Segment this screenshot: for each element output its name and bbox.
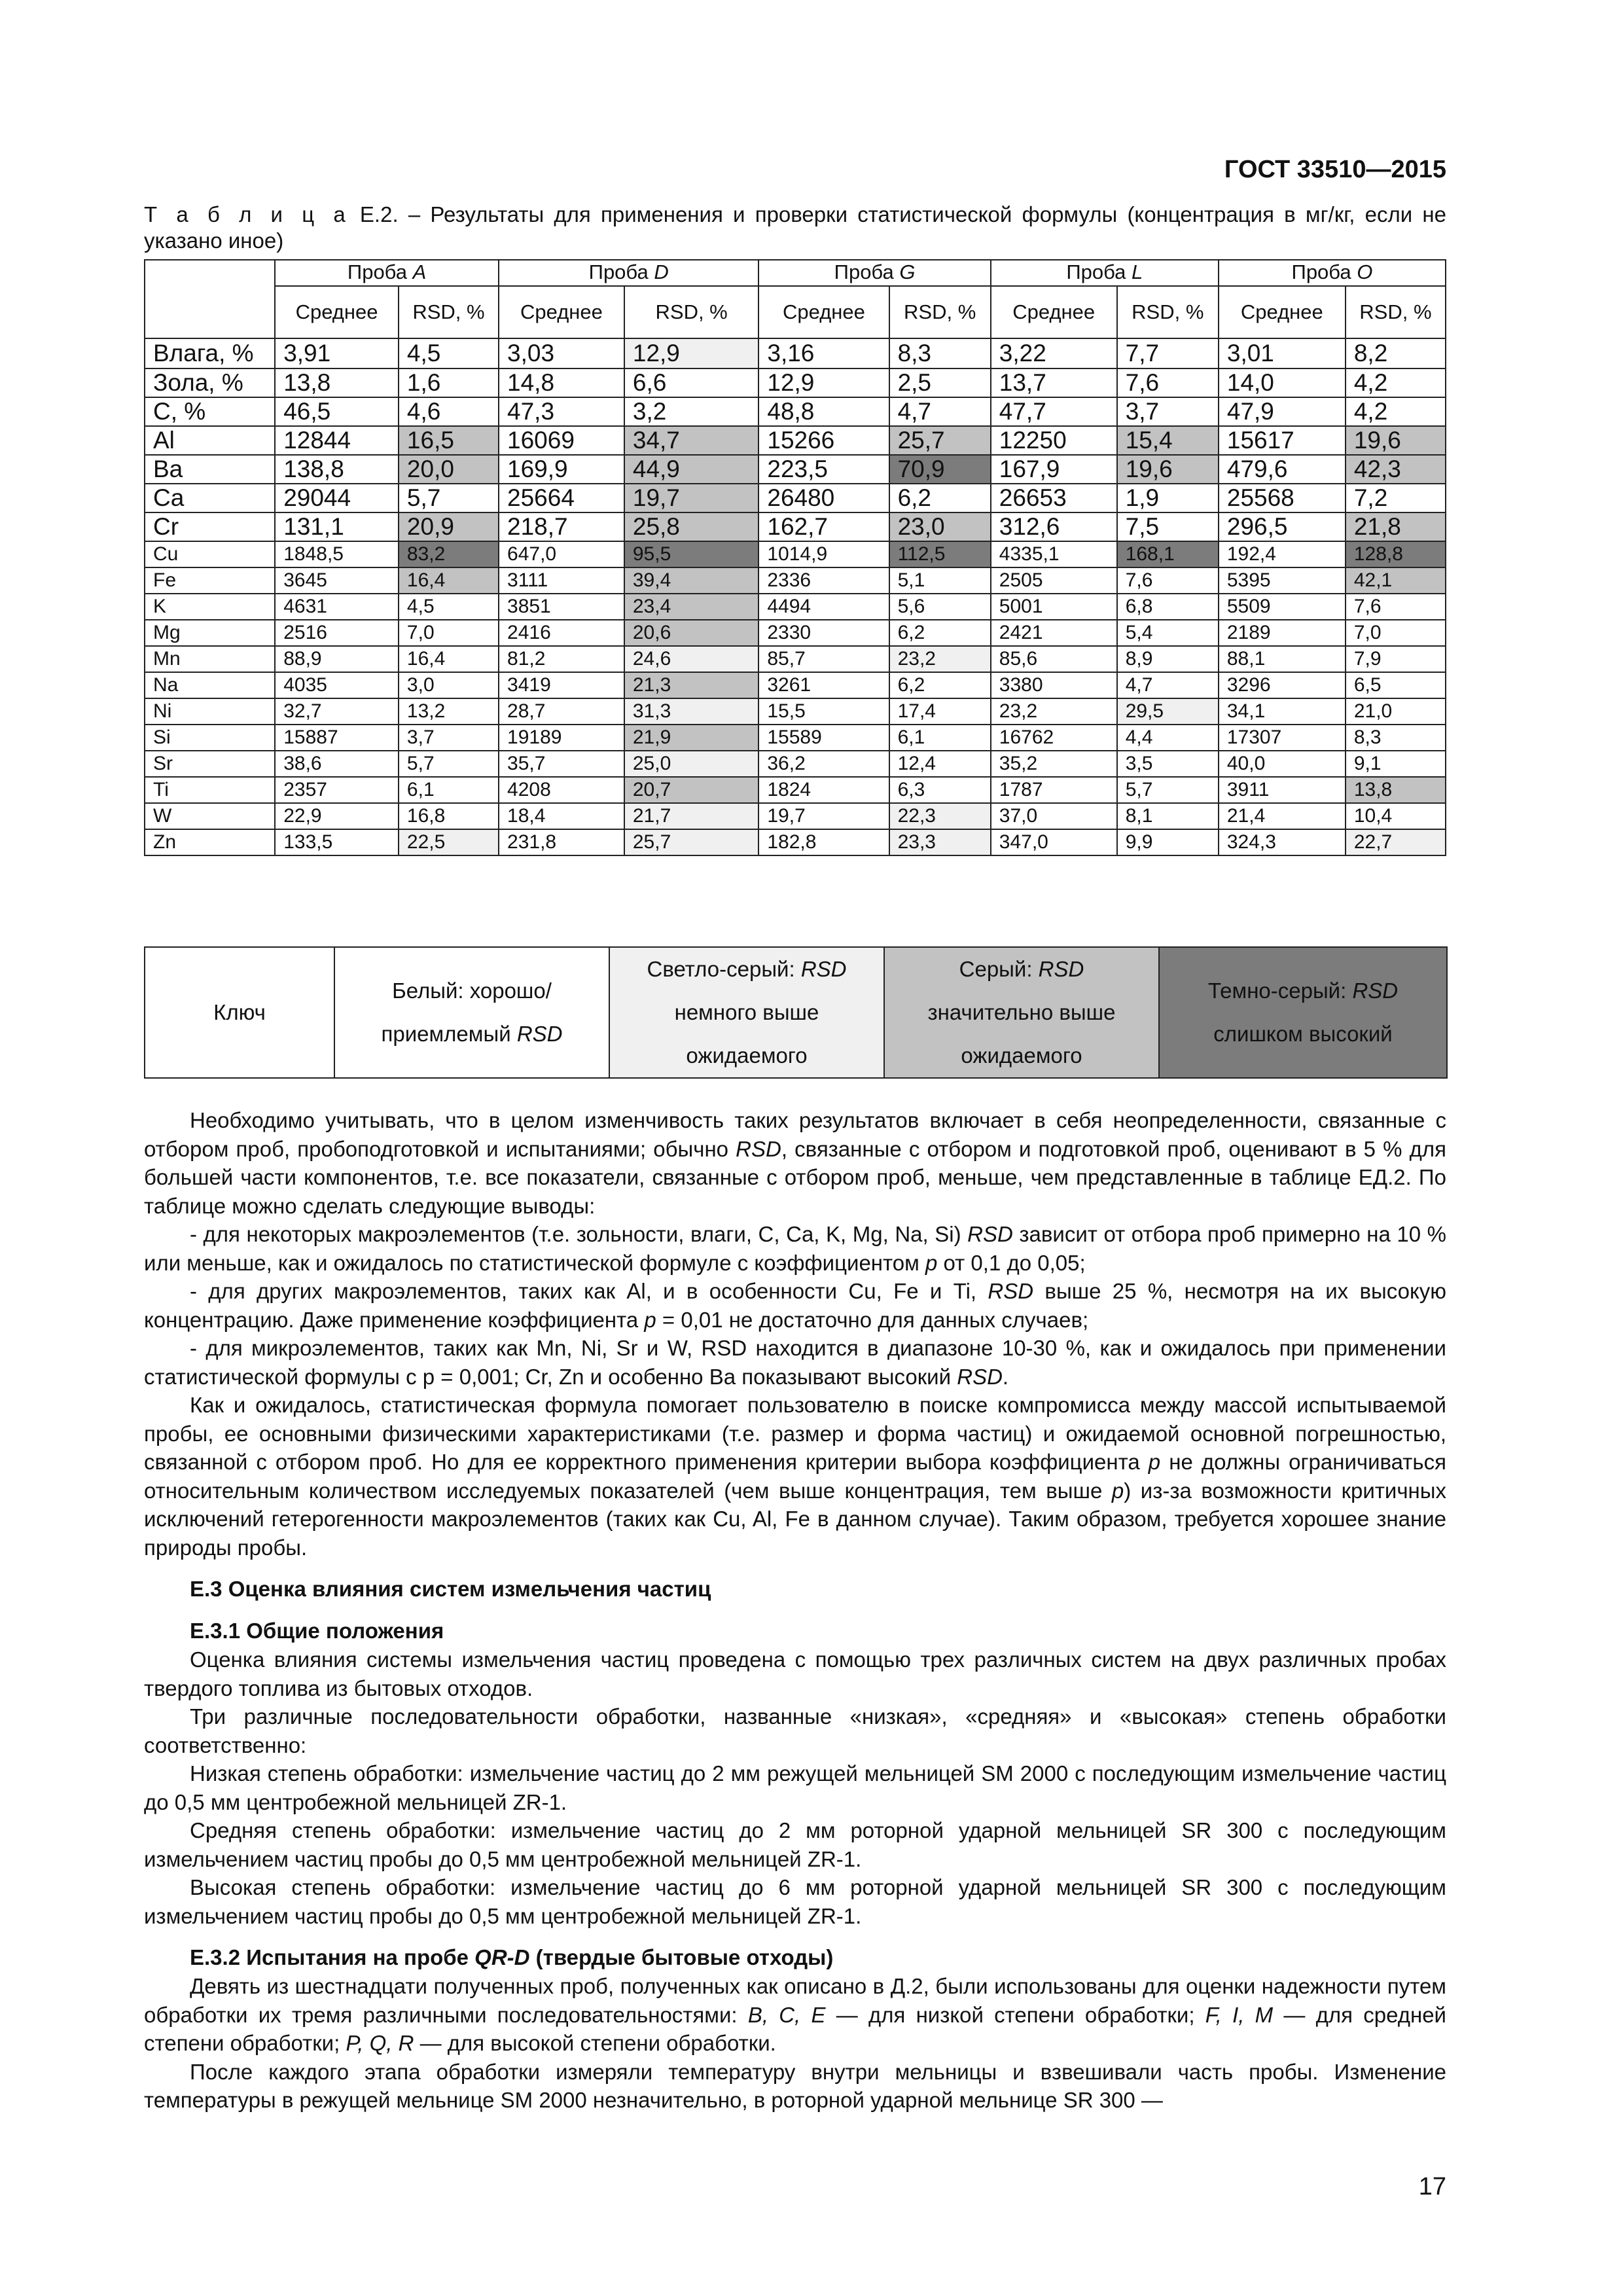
rsd-cell: 1,6: [399, 368, 499, 397]
mean-cell: 34,1: [1219, 698, 1346, 725]
mean-cell: 47,9: [1219, 397, 1346, 426]
rsd-cell: 3,5: [1117, 751, 1219, 777]
caption-prefix: Т а б л и ц а: [144, 202, 350, 226]
table-caption: [144, 202, 1446, 254]
row-label: C, %: [145, 397, 275, 426]
mean-cell: 3,91: [275, 338, 399, 368]
mean-cell: 192,4: [1219, 541, 1346, 567]
mean-cell: 138,8: [275, 455, 399, 484]
mean-cell: 1848,5: [275, 541, 399, 567]
mean-cell: 312,6: [991, 512, 1117, 541]
rsd-cell: 39,4: [624, 567, 759, 594]
table-row: [145, 803, 1446, 829]
mean-cell: 1824: [758, 777, 889, 803]
mean-cell: 15887: [275, 725, 399, 751]
rsd-cell: 6,2: [889, 672, 991, 698]
rsd-cell: 6,5: [1346, 672, 1446, 698]
mean-cell: 4208: [499, 777, 624, 803]
rsd-cell: 9,1: [1346, 751, 1446, 777]
mean-cell: 19,7: [758, 803, 889, 829]
mean-cell: 14,8: [499, 368, 624, 397]
mean-cell: 25664: [499, 484, 624, 512]
sample-header: Проба L: [991, 260, 1219, 286]
paragraph: Низкая степень обработки: измельчение частиц до 2 мм режущей мельницей SM 2000 с последующим измельчение частиц до 0,5 мм центробежной мельницей ZR-1.: [144, 1761, 1446, 1814]
rsd-cell: 1,9: [1117, 484, 1219, 512]
mean-cell: 88,1: [1219, 646, 1346, 672]
rsd-cell: 25,7: [889, 426, 991, 455]
mean-cell: 47,7: [991, 397, 1117, 426]
rsd-cell: 22,3: [889, 803, 991, 829]
mean-cell: 3,16: [758, 338, 889, 368]
rsd-cell: 13,8: [1346, 777, 1446, 803]
col-rsd-header: RSD, %: [1346, 286, 1446, 338]
col-rsd-header: RSD, %: [399, 286, 499, 338]
rsd-cell: 16,8: [399, 803, 499, 829]
paragraph: Необходимо учитывать, что в целом изменчивость таких результатов включает в себя неопределенности, связанные с отбором проб, пробоподготовкой и испытаниями; обычно RSD, связанные с отбором и подготовкой проб, оценивают в 5 % для большей части компонентов, т.е. все показатели, связанные с отбором проб, меньше, чем представленные в таблице ЕД.2. По таблице можно сделать следующие выводы:: [144, 1108, 1447, 1218]
mean-cell: 3261: [758, 672, 889, 698]
mean-cell: 218,7: [499, 512, 624, 541]
mean-cell: 19189: [499, 725, 624, 751]
rsd-cell: 8,1: [1117, 803, 1219, 829]
mean-cell: 347,0: [991, 829, 1117, 855]
mean-cell: 3851: [499, 594, 624, 620]
row-label: Ni: [145, 698, 275, 725]
mean-cell: 13,7: [991, 368, 1117, 397]
rsd-cell: 6,3: [889, 777, 991, 803]
rsd-cell: 19,7: [624, 484, 759, 512]
mean-cell: 4335,1: [991, 541, 1117, 567]
row-label: Zn: [145, 829, 275, 855]
rsd-cell: 16,4: [399, 646, 499, 672]
paragraph: Высокая степень обработки: измельчение частиц до 6 мм роторной ударной мельницей SR 300 с последующим измельчением частиц пробы до 0,5 мм центробежной мельницей ZR-1.: [144, 1875, 1446, 1928]
row-label: Cr: [145, 512, 275, 541]
sample-header: Проба O: [1219, 260, 1446, 286]
col-mean-header: Среднее: [991, 286, 1117, 338]
key-white: Белый: хорошо/ приемлемый RSD: [334, 947, 609, 1078]
key-light-grey: Светло-серый: RSD немного выше ожидаемого: [609, 947, 884, 1078]
mean-cell: 46,5: [275, 397, 399, 426]
rsd-cell: 20,0: [399, 455, 499, 484]
mean-cell: 3111: [499, 567, 624, 594]
rsd-cell: 22,5: [399, 829, 499, 855]
rsd-cell: 10,4: [1346, 803, 1446, 829]
mean-cell: 47,3: [499, 397, 624, 426]
mean-cell: 81,2: [499, 646, 624, 672]
rsd-cell: 19,6: [1346, 426, 1446, 455]
rsd-cell: 6,2: [889, 484, 991, 512]
mean-cell: 25568: [1219, 484, 1346, 512]
table-row: [145, 512, 1446, 541]
mean-cell: 1787: [991, 777, 1117, 803]
rsd-cell: 3,7: [1117, 397, 1219, 426]
key-grey: Серый: RSD значительно выше ожидаемого: [884, 947, 1159, 1078]
section-heading-e31: Е.3.1 Общие положения: [190, 1619, 444, 1643]
rsd-cell: 83,2: [399, 541, 499, 567]
mean-cell: 15,5: [758, 698, 889, 725]
rsd-cell: 31,3: [624, 698, 759, 725]
rsd-cell: 21,3: [624, 672, 759, 698]
rsd-cell: 12,4: [889, 751, 991, 777]
rsd-cell: 7,6: [1117, 368, 1219, 397]
row-label: Ti: [145, 777, 275, 803]
rsd-cell: 23,0: [889, 512, 991, 541]
mean-cell: 15266: [758, 426, 889, 455]
table-row: [145, 672, 1446, 698]
row-label: Mn: [145, 646, 275, 672]
rsd-cell: 8,2: [1346, 338, 1446, 368]
mean-cell: 2516: [275, 620, 399, 646]
rsd-cell: 6,1: [399, 777, 499, 803]
rsd-cell: 16,5: [399, 426, 499, 455]
rsd-cell: 7,0: [399, 620, 499, 646]
table-row: [145, 567, 1446, 594]
mean-cell: 29044: [275, 484, 399, 512]
rsd-cell: 44,9: [624, 455, 759, 484]
rsd-cell: 112,5: [889, 541, 991, 567]
table-row: [145, 646, 1446, 672]
table-row: [145, 426, 1446, 455]
mean-cell: 22,9: [275, 803, 399, 829]
paragraph: После каждого этапа обработки измеряли температуру внутри мельницы и взвешивали часть пробы. Изменение температуры в режущей мельнице SM 2000 незначительно, в роторной ударной мельнице SR 300 —: [144, 2059, 1446, 2112]
key-dark-grey: Темно-серый: RSD слишком высокий: [1159, 947, 1447, 1078]
mean-cell: 21,4: [1219, 803, 1346, 829]
mean-cell: 16069: [499, 426, 624, 455]
rsd-cell: 4,5: [399, 594, 499, 620]
mean-cell: 15589: [758, 725, 889, 751]
key-title: Ключ: [145, 947, 334, 1078]
mean-cell: 3,22: [991, 338, 1117, 368]
mean-cell: 1014,9: [758, 541, 889, 567]
table-row: [145, 338, 1446, 368]
rsd-cell: 6,2: [889, 620, 991, 646]
row-label: Na: [145, 672, 275, 698]
mean-cell: 2421: [991, 620, 1117, 646]
rsd-cell: 7,7: [1117, 338, 1219, 368]
row-label: Mg: [145, 620, 275, 646]
mean-cell: 131,1: [275, 512, 399, 541]
rsd-cell: 5,1: [889, 567, 991, 594]
rsd-cell: 7,0: [1346, 620, 1446, 646]
table-row: [145, 541, 1446, 567]
paragraph: Три различные последовательности обработки, названные «низкая», «средняя» и «высокая» степень обработки соответственно:: [144, 1704, 1446, 1757]
rsd-cell: 21,7: [624, 803, 759, 829]
row-label: W: [145, 803, 275, 829]
rsd-cell: 2,5: [889, 368, 991, 397]
col-rsd-header: RSD, %: [1117, 286, 1219, 338]
mean-cell: 16762: [991, 725, 1117, 751]
mean-cell: 32,7: [275, 698, 399, 725]
rsd-cell: 8,3: [1346, 725, 1446, 751]
mean-cell: 2330: [758, 620, 889, 646]
paragraph: - для микроэлементов, таких как Mn, Ni, Sr и W, RSD находится в диапазоне 10-30 %, как и ожидалось при применении статистической формулы с p = 0,001; Cr, Zn и особенно Ba показывают высокий RSD.: [144, 1336, 1446, 1389]
rsd-cell: 25,0: [624, 751, 759, 777]
mean-cell: 169,9: [499, 455, 624, 484]
rsd-cell: 6,6: [624, 368, 759, 397]
mean-cell: 3419: [499, 672, 624, 698]
mean-cell: 231,8: [499, 829, 624, 855]
table-row: [145, 620, 1446, 646]
mean-cell: 35,2: [991, 751, 1117, 777]
paragraph: - для некоторых макроэлементов (т.е. зольности, влаги, C, Ca, K, Mg, Na, Si) RSD зависит от отбора проб примерно на 10 % или меньше, как и ожидалось по статистической формуле с коэффициентом p от 0,1 до 0,05;: [144, 1222, 1446, 1275]
row-label: Ba: [145, 455, 275, 484]
mean-cell: 2416: [499, 620, 624, 646]
rsd-cell: 7,9: [1346, 646, 1446, 672]
rsd-cell: 5,7: [1117, 777, 1219, 803]
table-row: [145, 368, 1446, 397]
col-mean-header: Среднее: [499, 286, 624, 338]
rsd-cell: 4,2: [1346, 397, 1446, 426]
caption-text: Е.2. – Результаты для применения и проверки статистической формулы (концентрация в мг/кг, если не указано иное): [144, 202, 1446, 253]
mean-cell: 40,0: [1219, 751, 1346, 777]
mean-cell: 162,7: [758, 512, 889, 541]
rsd-cell: 25,7: [624, 829, 759, 855]
rsd-cell: 4,7: [1117, 672, 1219, 698]
rsd-cell: 7,6: [1117, 567, 1219, 594]
rsd-cell: 21,9: [624, 725, 759, 751]
rsd-cell: 9,9: [1117, 829, 1219, 855]
paragraph: - для других макроэлементов, таких как Al, и в особенности Cu, Fe и Ti, RSD выше 25 %, несмотря на их высокую концентрацию. Даже применение коэффициента p = 0,01 не достаточно для данных случаев;: [144, 1279, 1446, 1332]
mean-cell: 3911: [1219, 777, 1346, 803]
rsd-cell: 6,8: [1117, 594, 1219, 620]
table-row: [145, 829, 1446, 855]
rsd-cell: 20,9: [399, 512, 499, 541]
mean-cell: 48,8: [758, 397, 889, 426]
table-row: [145, 777, 1446, 803]
rsd-cell: 16,4: [399, 567, 499, 594]
row-label: Влага, %: [145, 338, 275, 368]
rsd-cell: 3,2: [624, 397, 759, 426]
table-body: [145, 338, 1446, 855]
table-row: [145, 751, 1446, 777]
row-label: Ca: [145, 484, 275, 512]
rsd-cell: 17,4: [889, 698, 991, 725]
rsd-cell: 4,7: [889, 397, 991, 426]
mean-cell: 35,7: [499, 751, 624, 777]
mean-cell: 167,9: [991, 455, 1117, 484]
rsd-cell: 5,7: [399, 484, 499, 512]
results-table: [144, 259, 1446, 856]
rsd-cell: 15,4: [1117, 426, 1219, 455]
col-mean-header: Среднее: [758, 286, 889, 338]
rsd-cell: 13,2: [399, 698, 499, 725]
rsd-cell: 6,1: [889, 725, 991, 751]
rsd-cell: 128,8: [1346, 541, 1446, 567]
mean-cell: 2189: [1219, 620, 1346, 646]
mean-cell: 3296: [1219, 672, 1346, 698]
mean-cell: 223,5: [758, 455, 889, 484]
rsd-cell: 70,9: [889, 455, 991, 484]
mean-cell: 85,7: [758, 646, 889, 672]
mean-cell: 2357: [275, 777, 399, 803]
table-row: [145, 725, 1446, 751]
corner-cell: [145, 260, 275, 338]
mean-cell: 5395: [1219, 567, 1346, 594]
row-label: Al: [145, 426, 275, 455]
rsd-cell: 4,4: [1117, 725, 1219, 751]
mean-cell: 38,6: [275, 751, 399, 777]
rsd-cell: 8,9: [1117, 646, 1219, 672]
mean-cell: 23,2: [991, 698, 1117, 725]
mean-cell: 14,0: [1219, 368, 1346, 397]
rsd-cell: 23,3: [889, 829, 991, 855]
mean-cell: 26480: [758, 484, 889, 512]
mean-cell: 85,6: [991, 646, 1117, 672]
col-rsd-header: RSD, %: [889, 286, 991, 338]
mean-cell: 5001: [991, 594, 1117, 620]
paragraph: Средняя степень обработки: измельчение частиц до 2 мм роторной ударной мельницей SR 300 с последующим измельчением частиц пробы до 0,5 мм центробежной мельницей ZR-1.: [144, 1818, 1446, 1871]
rsd-cell: 12,9: [624, 338, 759, 368]
rsd-cell: 168,1: [1117, 541, 1219, 567]
rsd-cell: 23,2: [889, 646, 991, 672]
col-mean-header: Среднее: [1219, 286, 1346, 338]
rsd-cell: 8,3: [889, 338, 991, 368]
rsd-cell: 3,0: [399, 672, 499, 698]
rsd-cell: 7,5: [1117, 512, 1219, 541]
mean-cell: 13,8: [275, 368, 399, 397]
row-label: Fe: [145, 567, 275, 594]
paragraph: Как и ожидалось, статистическая формула помогает пользователю в поиске компромисса между массой испытываемой пробы, ее основными физическими характеристиками (т.е. размер и форма частиц) и ожидаемой основной погрешностью, связанной с отбором проб. Но для ее корректного применения критерии выбора коэффициента p не должны ограничиваться относительным количеством исследуемых показателей (чем выше концентрация, тем выше p) из-за возможности критичных исключений гетерогенности макроэлементов (таких как Cu, Al, Fe в данном случае). Таким образом, требуется хорошее знание природы пробы.: [144, 1393, 1447, 1560]
mean-cell: 182,8: [758, 829, 889, 855]
mean-cell: 88,9: [275, 646, 399, 672]
rsd-cell: 23,4: [624, 594, 759, 620]
mean-cell: 12844: [275, 426, 399, 455]
body-text: [144, 1106, 1446, 2115]
rsd-cell: 5,6: [889, 594, 991, 620]
rsd-cell: 20,6: [624, 620, 759, 646]
mean-cell: 479,6: [1219, 455, 1346, 484]
page-number: 17: [1418, 2173, 1446, 2200]
paragraph: Девять из шестнадцати полученных проб, полученных как описано в Д.2, были использованы для оценки надежности путем обработки их тремя различными последовательностями: B, C, E — для низкой степени обработки; F, I, M — для средней степени обработки; P, Q, R — для высокой степени обработки.: [144, 1974, 1446, 2055]
rsd-cell: 21,8: [1346, 512, 1446, 541]
rsd-cell: 24,6: [624, 646, 759, 672]
mean-cell: 5509: [1219, 594, 1346, 620]
mean-cell: 3380: [991, 672, 1117, 698]
rsd-cell: 25,8: [624, 512, 759, 541]
rsd-cell: 5,4: [1117, 620, 1219, 646]
mean-cell: 4631: [275, 594, 399, 620]
row-label: Si: [145, 725, 275, 751]
mean-cell: 4035: [275, 672, 399, 698]
table-row: [145, 698, 1446, 725]
rsd-cell: 20,7: [624, 777, 759, 803]
rsd-cell: 7,6: [1346, 594, 1446, 620]
mean-cell: 3,01: [1219, 338, 1346, 368]
rsd-cell: 95,5: [624, 541, 759, 567]
sample-header: Проба G: [758, 260, 990, 286]
rsd-cell: 22,7: [1346, 829, 1446, 855]
row-label: Sr: [145, 751, 275, 777]
rsd-cell: 4,2: [1346, 368, 1446, 397]
sample-header: Проба A: [275, 260, 499, 286]
mean-cell: 15617: [1219, 426, 1346, 455]
rsd-cell: 7,2: [1346, 484, 1446, 512]
mean-cell: 12,9: [758, 368, 889, 397]
rsd-cell: 5,7: [399, 751, 499, 777]
rsd-cell: 21,0: [1346, 698, 1446, 725]
rsd-cell: 42,3: [1346, 455, 1446, 484]
row-label: Cu: [145, 541, 275, 567]
table-row: [145, 397, 1446, 426]
mean-cell: 4494: [758, 594, 889, 620]
mean-cell: 17307: [1219, 725, 1346, 751]
section-heading-e32: Е.3.2 Испытания на пробе QR-D (твердые бытовые отходы): [190, 1945, 834, 1969]
mean-cell: 133,5: [275, 829, 399, 855]
mean-cell: 28,7: [499, 698, 624, 725]
rsd-cell: 3,7: [399, 725, 499, 751]
rsd-cell: 19,6: [1117, 455, 1219, 484]
mean-cell: 324,3: [1219, 829, 1346, 855]
color-key-table: [144, 946, 1448, 1079]
mean-cell: 2336: [758, 567, 889, 594]
mean-cell: 36,2: [758, 751, 889, 777]
row-label: K: [145, 594, 275, 620]
col-rsd-header: RSD, %: [624, 286, 759, 338]
mean-cell: 26653: [991, 484, 1117, 512]
paragraph: Оценка влияния системы измельчения частиц проведена с помощью трех различных систем на двух различных пробах твердого топлива из бытовых отходов.: [144, 1647, 1446, 1700]
table-row: [145, 594, 1446, 620]
document-header: ГОСТ 33510—2015: [1224, 156, 1446, 183]
col-mean-header: Среднее: [275, 286, 399, 338]
rsd-cell: 42,1: [1346, 567, 1446, 594]
mean-cell: 12250: [991, 426, 1117, 455]
rsd-cell: 4,5: [399, 338, 499, 368]
mean-cell: 37,0: [991, 803, 1117, 829]
table-row: [145, 455, 1446, 484]
mean-cell: 3,03: [499, 338, 624, 368]
mean-cell: 18,4: [499, 803, 624, 829]
rsd-cell: 4,6: [399, 397, 499, 426]
mean-cell: 3645: [275, 567, 399, 594]
sample-header: Проба D: [499, 260, 758, 286]
section-heading-e3: Е.3 Оценка влияния систем измельчения частиц: [190, 1577, 711, 1601]
mean-cell: 2505: [991, 567, 1117, 594]
table-row: [145, 484, 1446, 512]
column-header-row: [145, 286, 1446, 338]
rsd-cell: 34,7: [624, 426, 759, 455]
sample-header-row: [145, 260, 1446, 286]
rsd-cell: 29,5: [1117, 698, 1219, 725]
row-label: Зола, %: [145, 368, 275, 397]
mean-cell: 647,0: [499, 541, 624, 567]
mean-cell: 296,5: [1219, 512, 1346, 541]
